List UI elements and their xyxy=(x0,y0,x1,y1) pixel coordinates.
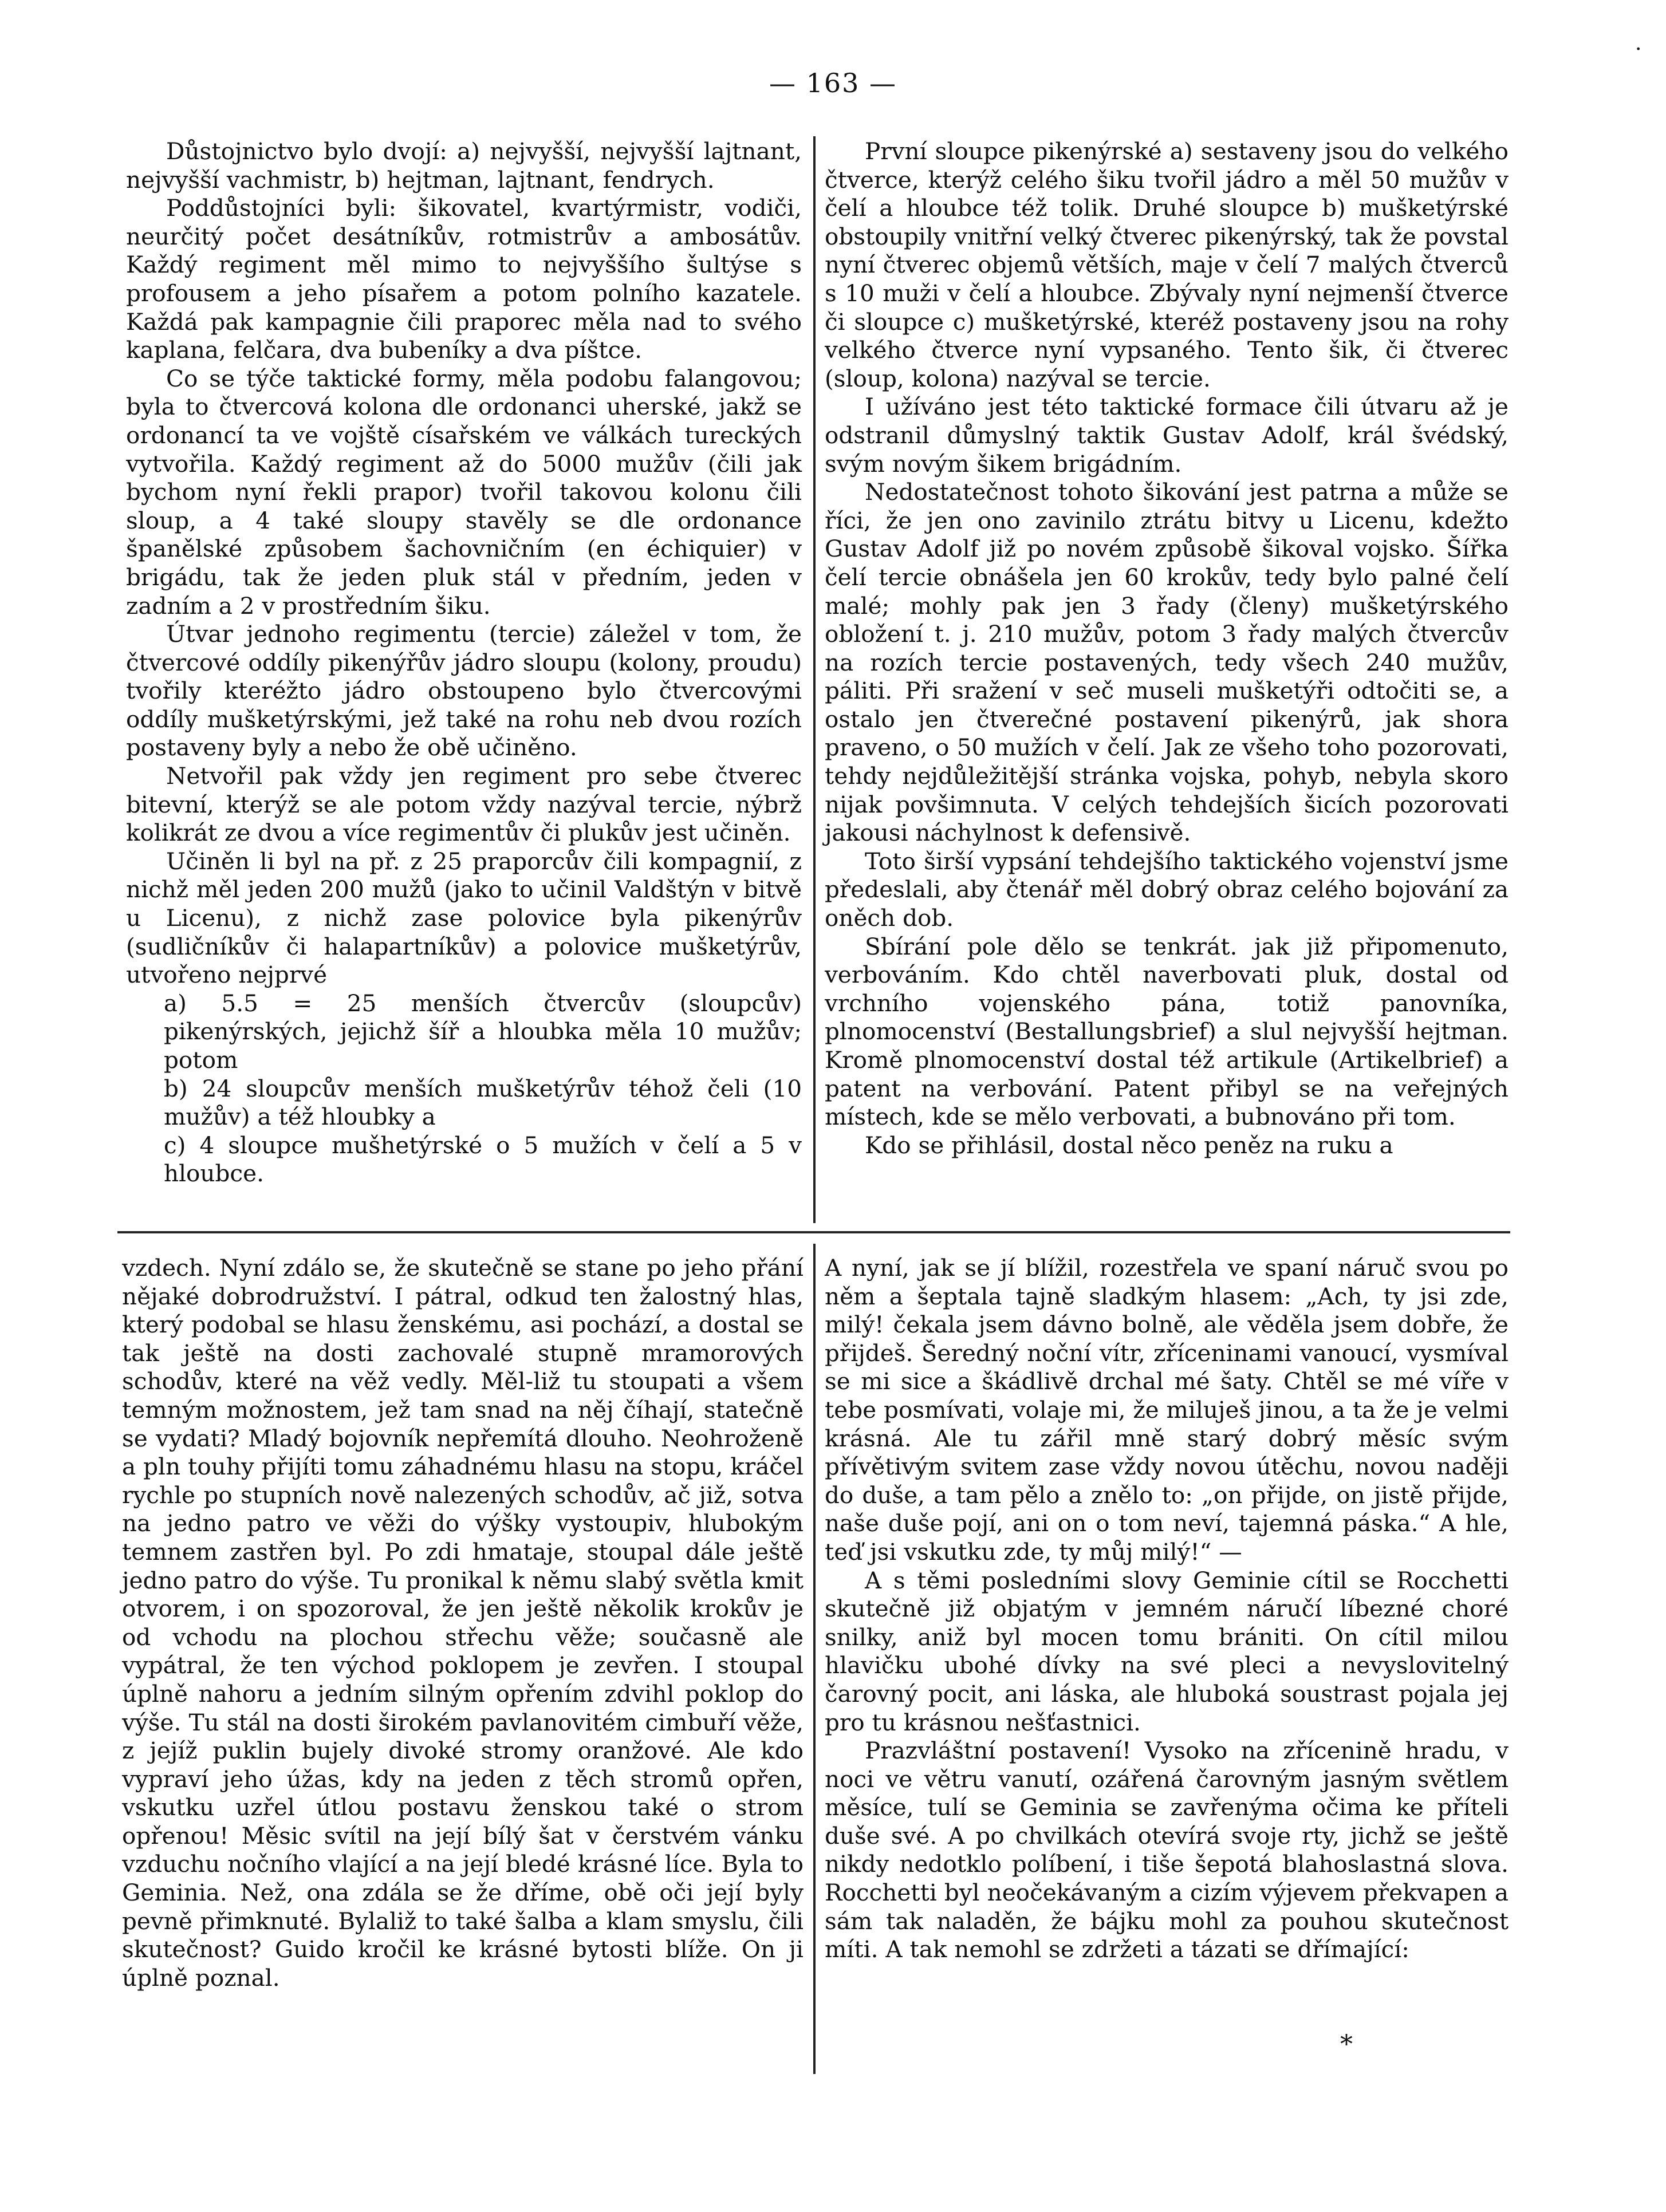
paragraph: Kdo se přihlásil, dostal něco peněz na ruku a xyxy=(865,1131,1393,1159)
paragraph: Prazvláštní postavení! Vysoko na zřícenině hradu, v noci ve větru vanutí, ozářená čarovným jasným světlem měsíce, tulí se Geminia se zavřenýma očima ke příteli duše své. A po chvilkách otevírá svoje rty, jichž se ještě nikdy nedotklo políbení, i tiše šepotá blahoslastná slova. Rocchetti byl neočekávaným a cizím výjevem překvapen a sám tak naladěn, že bájku mohl za pouhou skutečnost míti. A tak nemohl se zdržeti a tázati se dřímající: xyxy=(825,1737,1509,1963)
paragraph: První sloupce pikenýrské a) sestaveny jsou do velkého čtverce, kterýž celého šiku tvořil jádro a měl 50 mužův v čelí a hloubce též tolik. Druhé sloupce b) mušketýrské obstoupily vnitřní velký čtverec pikenýrský, tak že povstal nyní čtverec objemů větších, maje v čelí 7 malých čtverců s 10 muži v čelí a hloubce. Zbývaly nyní nejmenší čtverce či sloupce c) mušketýrské, kteréž postaveny jsou na rohy velkého čtverce nyní vypsaného. Tento šik, či čtverec (sloup, kolona) nazýval se tercie. xyxy=(825,137,1509,392)
section-divider xyxy=(117,1231,1510,1233)
paragraph: Toto širší vypsání tehdejšího taktického vojenství jsme předeslali, aby čtenář měl dobrý obraz celého bojování za oněch dob. xyxy=(825,847,1509,932)
paragraph: Důstojnictvo bylo dvojí: a) nejvyšší, nejvyšší lajtnant, nejvyšší vachmistr, b) hejtman, lajtnant, fendrych. xyxy=(126,137,802,194)
column-bottom-left xyxy=(122,1254,804,1992)
paragraph: Nedostatečnost tohoto šikování jest patrna a může se říci, že jen ono zavinilo ztrátu bitvy u Licenu, kdežto Gustav Adolf již po novém způsobě šikoval vojsko. Šířka čelí tercie obnášela jen 60 krokův, tedy bylo palné čelí malé; mohly pak jen 3 řady (členy) mušketýrského obložení t. j. 210 mužův, potom 3 řady malých čtvercův na rozích tercie postavených, tedy všech 240 mužův, páliti. Při sražení v seč museli mušketýři odtočiti se, a ostalo jen čtverečné postavení pikenýrů, jak shora praveno, o 50 mužích v čelí. Jak ze všeho toho pozorovati, tehdy nejdůležitější stránka vojska, pohyb, nebyla skoro nijak povšimnuta. V celých tehdejších šicích pozorovati jakousi náchylnost k defensivě. xyxy=(825,478,1509,847)
page-number: — 163 — xyxy=(769,68,897,98)
column-divider-top xyxy=(813,136,816,1223)
paragraph: A s těmi posledními slovy Geminie cítil se Rocchetti skutečně již objatým v jemném náručí líbezné choré snilky, aniž byl mocen tomu brániti. On cítil milou hlavičku ubohé dívky na své pleci a nevyslovitelný čarovný pocit, ani láska, ale hluboká soustrast pojala jej pro tu krásnou nešťastnici. xyxy=(825,1566,1509,1736)
paragraph: Netvořil pak vždy jen regiment pro sebe čtverec bitevní, kterýž se ale potom vždy nazýval tercie, nýbrž kolikrát ze dvou a více regimentův či plukův jest učiněn. xyxy=(126,762,802,847)
paragraph: Učiněn li byl na př. z 25 praporcův čili kompagnií, z nichž měl jeden 200 mužů (jako to učinil Valdštýn v bitvě u Licenu), z nichž zase polovice byla pikenýrův (sudličníkův či halapartníkův) a polovice mušketýrův, utvořeno nejprvé xyxy=(126,847,802,989)
separator-asterisk: * xyxy=(1340,2030,1353,2059)
list-item: c) 4 sloupce mušhetýrské o 5 mužích v čelí a 5 v hloubce. xyxy=(164,1131,802,1188)
paragraph: Sbírání pole dělo se tenkrát. jak již připomenuto, verbováním. Kdo chtěl naverbovati pluk, dostal od vrchního vojenského pána, totiž panovníka, plnomocenství (Bestallungsbrief) a slul nejvyšší hejtman. Kromě plnomocenství dostal též artikule (Artikelbrief) a patent na verbování. Patent přibyl se na veřejných místech, kde se mělo verbovati, a bubnováno při tom. xyxy=(825,932,1509,1131)
paragraph: Co se týče taktické formy, měla podobu falangovou; byla to čtvercová kolona dle ordonanci uherské, jakž se ordonancí ta ve vojště císařském ve válkách tureckých vytvořila. Každý regiment až do 5000 mužův (čili jak bychom nyní řekli prapor) tvořil takovou kolonu čili sloup, a 4 také sloupy stavěly se dle ordonance španělské způsobem šachovničním (en échiquier) v brigádu, tak že jeden pluk stál v předním, jeden v zadním a 2 v prostředním šiku. xyxy=(126,364,802,620)
column-top-left xyxy=(126,137,802,1188)
paragraph: Útvar jednoho regimentu (tercie) záležel v tom, že čtvercové oddíly pikenýřův jádro sloupu (kolony, proudu) tvořily kteréžto jádro obstoupeno bylo čtvercovými oddíly mušketýrskými, jež také na rohu neb dvou rozích postaveny byly a nebo že obě učiněno. xyxy=(126,620,802,762)
paragraph: vzdech. Nyní zdálo se, že skutečně se stane po jeho přání nějaké dobrodružství. I pátral, odkud ten žalostný hlas, který podobal se hlasu ženskému, asi pochází, a dostal se tak ještě na dosti zachovalé stupně mramorových schodův, které na věž vedly. Měl-liž tu stoupati a všem temným možnostem, jež tam snad na něj číhají, statečně se vydati? Mladý bojovník nepřemítá dlouho. Neohroženě a pln touhy přijíti tomu záhadnému hlasu na stopu, kráčel rychle po stupních nově nalezených schodův, ač již, sotva na jedno patro ve věži do výšky vystoupiv, hlubokým temnem zastřen byl. Po zdi hmataje, stoupal dále ještě jedno patro do výše. Tu pronikal k němu slabý světla kmit otvorem, i on spozoroval, že jen ještě několik krokův je od vchodu na plochou střechu věže; současně ale vypátral, že ten východ poklopem je zevřen. I stoupal úplně nahoru a jedním silným opřením zdvihl poklop do výše. Tu stál na dosti širokém pavlanovitém cimbuří věže, z jejíž puklin bujely divoké stromy oranžové. Ale kdo vypraví jeho úžas, kdy na jeden z těch stromů opřen, vskutku uzřel útlou postavu ženskou také o strom opřenou! Měsic svítil na její bílý šat v čerstvém vánku vzduchu nočního vlající a na její bledé krásné líce. Byla to Geminia. Než, ona zdála se že dříme, obě oči její byly pevně přimknuté. Bylaliž to také šalba a klam smyslu, čili skutečnost? Guido kročil ke krásné bytosti blíže. On ji úplně poznal. xyxy=(122,1254,804,1992)
paragraph: A nyní, jak se jí blížil, rozestřela ve spaní náruč svou po něm a šeptala tajně sladkým hlasem: „Ach, ty jsi zde, milý! čekala jsem dávno bolně, ale věděla jsem dobře, že přijdeš. Šeredný noční vítr, zříceninami vanoucí, vysmíval se mi sice a škádlivě drchal mé šaty. Chtěl se mé víře v tebe posmívati, volaje mi, že miluješ jinou, a ta že je velmi krásná. Ale tu zářil mně starý dobrý měsíc svým přívětivým svitem zase vždy novou útěchu, novou naději do duše, a tam pělo a znělo to: „on přijde, on jistě přijde, naše duše pojí, ani on o tom neví, tajemná páska.“ A hle, teď jsi vskutku zde, ty můj milý!“ — xyxy=(825,1254,1509,1566)
list-item: b) 24 sloupcův menších mušketýrův téhož čeli (10 mužův) a též hloubky a xyxy=(164,1074,802,1131)
column-top-right xyxy=(825,137,1509,1160)
paragraph: I užíváno jest této taktické formace čili útvaru až je odstranil důmyslný taktik Gustav Adolf, král švédský, svým novým šikem brigádním. xyxy=(825,393,1509,478)
list-item: a) 5.5 = 25 menších čtvercův (sloupcův) pikenýrských, jejichž šíř a hloubka měla 10 mužův; potom xyxy=(164,989,802,1074)
column-bottom-right xyxy=(825,1254,1509,1964)
corner-mark: · xyxy=(1635,38,1642,61)
column-divider-bottom xyxy=(813,1244,816,2074)
paragraph: Poddůstojníci byli: šikovatel, kvartýrmistr, vodiči, neurčitý počet desátníkův, rotmistrův a ambosátův. Každý regiment měl mimo to nejvyššího šultýse s profousem a jeho písařem a potom polního kazatele. Každá pak kampagnie čili praporec měla nad to svého kaplana, felčara, dva bubeníky a dva píštce. xyxy=(126,194,802,364)
